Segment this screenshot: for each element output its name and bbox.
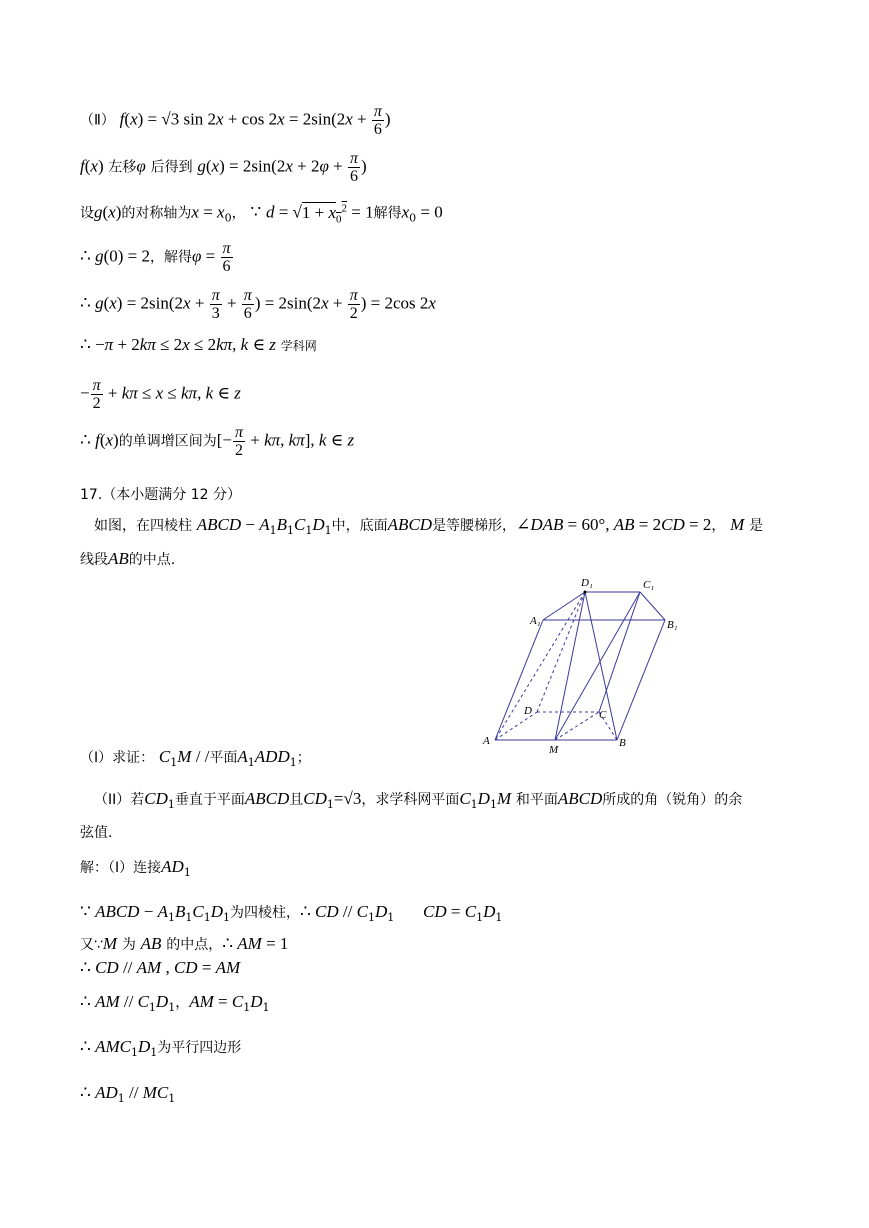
prism-figure: [475, 570, 690, 760]
q17-stem-line1: 如图，在四棱柱 ABCD − $A_1B_1C_1D_1$中，底面ABCD是等腰梯形，∠DAB = 60°, AB = 2CD = 2， M 是: [94, 515, 764, 537]
stem-1c: 是等腰梯形，: [432, 518, 517, 534]
because-symbol: ∵: [250, 202, 262, 222]
stem-1e: 是: [749, 518, 764, 534]
label-m: M: [549, 744, 559, 756]
vertex-d1: [584, 591, 587, 594]
stem-1d: ，: [711, 518, 726, 534]
sol-line1: 解：（Ⅰ）连接$AD_1$: [80, 857, 191, 879]
interval-label: 的单调增区间为: [118, 433, 217, 450]
math-f-def: f: [119, 109, 125, 129]
edge-d1-m: [555, 592, 585, 740]
stem-1b: 中，底面: [331, 518, 388, 534]
sol-line4: ∴ CD // AM , CD = AM: [80, 958, 241, 977]
sol-s2a: 为四棱柱，: [229, 905, 300, 921]
sol-line3: 又∵M 为 AB 的中点，∴ AM = 1: [80, 934, 289, 953]
label-a1: A₁: [530, 615, 541, 627]
line-f-def: （Ⅱ） f(x) = √3 sin 2x + cos 2x = 2sin(2x + $\frac{\pi}{6}$ ): [80, 103, 391, 138]
sol-s1: 解：（Ⅰ）连接: [80, 860, 162, 876]
part2a: （II）若: [94, 792, 145, 808]
part2c: 且: [289, 792, 304, 808]
part2d: ，求学科网平面: [361, 792, 460, 808]
edge-d-d1: [537, 592, 585, 712]
label-b: B: [619, 737, 626, 749]
sol-s3a: 又∵: [80, 937, 103, 953]
q17-header: [80, 484, 241, 505]
q17-stem-line2: 线段AB的中点.: [80, 549, 176, 568]
edge-a-a1: [495, 620, 543, 740]
part2e: 和平面: [515, 792, 558, 808]
edge-a1-d1: [543, 592, 585, 620]
stem-2b: 的中点.: [128, 552, 176, 568]
label-d: D: [524, 705, 532, 717]
stem-2: 线段: [80, 552, 108, 568]
line-ineq1: ∴ −π + 2kπ ≤ 2x ≤ 2kπ, k ∈ z 学科网: [80, 335, 317, 354]
edge-m-c: [555, 712, 599, 740]
part2g: 弦值.: [80, 825, 113, 841]
q17-header-text: 17.（本小题满分 12 分）: [80, 487, 241, 503]
label-b1: B₁: [667, 619, 678, 631]
sol-line6: ∴ $AMC_1D_1$为平行四边形: [80, 1037, 242, 1059]
q17-part2-line1: （II）若$CD_1$垂直于平面ABCD且$CD_1=√3$，求学科网平面$C_1D_1M$ 和平面ABCD所成的角（锐角）的余: [94, 789, 743, 811]
sol-line2: ∵ ABCD − $A_1B_1C_1D_1$为四棱柱，∴ CD // $C_1D_1$ CD = $C_1D_1$: [80, 902, 503, 924]
label-d1: D₁: [581, 577, 593, 589]
part1-label: （I）求证：: [80, 750, 155, 766]
shift-after: 后得到: [150, 159, 193, 176]
label-a: A: [483, 735, 490, 747]
part2f: 所成的角（锐角）的余: [602, 792, 743, 808]
sol-line7: ∴ $AD_1 // MC_1$: [80, 1083, 176, 1105]
part2b: 垂直于平面: [174, 792, 245, 808]
line-ineq2: − $\frac{\pi}{2}$ + kπ ≤ x ≤ kπ, k ∈ z: [80, 377, 241, 412]
line-interval: ∴ f(x)的单调增区间为[− $\frac{\pi}{2}$ + kπ, kπ], k ∈ z: [80, 424, 355, 459]
phi-label: ，解得: [150, 249, 192, 266]
solve-label: 解得: [373, 205, 402, 222]
shift-text: 左移: [108, 159, 137, 176]
line-g0: ∴ g(0) = 2，解得φ = $\frac{\pi}{6}$: [80, 240, 231, 275]
sol-s6: 为平行四边形: [157, 1040, 242, 1056]
q17-part1: （I）求证： $C_1M$ / /平面$A_1ADD_1$；: [80, 747, 311, 769]
edge-c1-b1: [640, 592, 665, 620]
line-g-final: ∴ g(x) = 2sin(2x + $\frac{\pi}{3}$ + $\frac{\pi}{6}$ ) = 2sin(2x + $\frac{\pi}{2}$ ) = 2cos 2x: [80, 287, 436, 322]
label-c: C: [599, 709, 607, 721]
watermark-text: 学科网: [280, 339, 317, 353]
sym-mid: 的对称轴为: [121, 205, 192, 222]
sol-s3b: 为: [121, 937, 136, 953]
part-label: （Ⅱ）: [80, 112, 115, 129]
line-shift: f(x) 左移φ 后得到 g(x) = 2sin(2x + 2φ + $\frac{\pi}{6}$ ): [80, 150, 367, 185]
edge-c1-m: [555, 592, 640, 740]
label-c1: C₁: [643, 579, 655, 591]
line-symmetry: 设g(x)的对称轴为$x = x_0$， ∵ $d = √1 + x_0^2 = 1$解得$x_0 = 0$: [80, 202, 443, 226]
stem-1a: 如图，在四棱柱: [94, 518, 192, 534]
sym-intro: 设: [80, 205, 94, 222]
q17-part2-line2: [80, 822, 112, 843]
sol-s3c: 的中点，: [166, 937, 223, 953]
sol-line5: ∴ AM // $C_1D_1$，AM = $C_1D_1$: [80, 992, 270, 1014]
